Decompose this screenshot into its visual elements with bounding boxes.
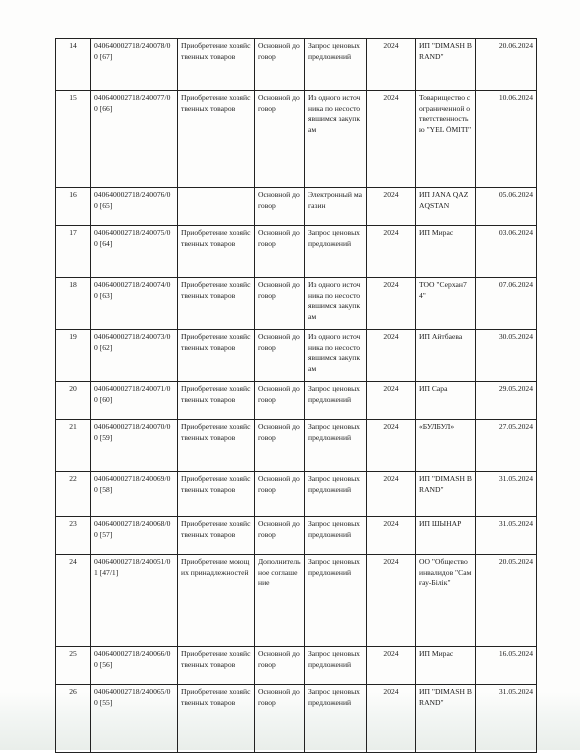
table-row: [56, 382, 537, 420]
supplier-name: ИП "DIMASH BRAND": [416, 39, 476, 91]
table-row: [56, 39, 537, 91]
procurement-method: Из одного источника по несостоявшимся закупкам: [305, 330, 367, 382]
row-number: 24: [56, 555, 91, 647]
row-number: 18: [56, 278, 91, 330]
supplier-name: ИП ШЫНАР: [416, 517, 476, 555]
contract-year: 2024: [367, 39, 416, 91]
contract-year: 2024: [367, 91, 416, 188]
contract-date: 05.06.2024: [476, 188, 537, 226]
contract-date: 31.05.2024: [476, 685, 537, 753]
row-number: 26: [56, 685, 91, 753]
contract-type: Основной договор: [255, 226, 305, 278]
procurement-method: Из одного источника по несостоявшимся закупкам: [305, 91, 367, 188]
purchase-subject: Приобретение хозяйственных товаров: [178, 330, 255, 382]
contract-number: 040640002718/240077/00 [66]: [91, 91, 178, 188]
contract-year: 2024: [367, 188, 416, 226]
contract-year: 2024: [367, 647, 416, 685]
contract-year: 2024: [367, 472, 416, 517]
row-number: 16: [56, 188, 91, 226]
procurement-method: Из одного источника по несостоявшимся закупкам: [305, 278, 367, 330]
contract-type: Основной договор: [255, 278, 305, 330]
contract-type: Основной договор: [255, 517, 305, 555]
table-row: [56, 517, 537, 555]
purchase-subject: Приобретение хозяйственных товаров: [178, 91, 255, 188]
contract-type: Основной договор: [255, 472, 305, 517]
contract-date: 10.06.2024: [476, 91, 537, 188]
contracts-table: [55, 38, 537, 753]
purchase-subject: Приобретение хозяйственных товаров: [178, 420, 255, 472]
supplier-name: «БУЛБУЛ»: [416, 420, 476, 472]
purchase-subject: Приобретение хозяйственных товаров: [178, 685, 255, 753]
table-row: [56, 685, 537, 753]
procurement-method: Запрос ценовых предложений: [305, 472, 367, 517]
contract-year: 2024: [367, 517, 416, 555]
supplier-name: ИП JANA QAZAQSTAN: [416, 188, 476, 226]
contract-number: 040640002718/240051/01 [47/1]: [91, 555, 178, 647]
purchase-subject: Приобретение моющих принадлежностей: [178, 555, 255, 647]
contract-date: 07.06.2024: [476, 278, 537, 330]
contract-number: 040640002718/240074/00 [63]: [91, 278, 178, 330]
contract-date: 27.05.2024: [476, 420, 537, 472]
contract-number: 040640002718/240068/00 [57]: [91, 517, 178, 555]
procurement-method: Запрос ценовых предложений: [305, 382, 367, 420]
row-number: 23: [56, 517, 91, 555]
purchase-subject: Приобретение хозяйственных товаров: [178, 39, 255, 91]
purchase-subject: [178, 188, 255, 226]
row-number: 25: [56, 647, 91, 685]
contract-type: Основной договор: [255, 188, 305, 226]
supplier-name: ИП Айтбаева: [416, 330, 476, 382]
row-number: 14: [56, 39, 91, 91]
purchase-subject: Приобретение хозяйственных товаров: [178, 647, 255, 685]
table-row: [56, 472, 537, 517]
purchase-subject: Приобретение хозяйственных товаров: [178, 517, 255, 555]
contract-date: 31.05.2024: [476, 472, 537, 517]
supplier-name: Товарищество с ограниченной ответственностью "YEL ÖMITI": [416, 91, 476, 188]
contract-type: Основной договор: [255, 330, 305, 382]
supplier-name: ИП Мирас: [416, 647, 476, 685]
contract-date: 20.06.2024: [476, 39, 537, 91]
row-number: 21: [56, 420, 91, 472]
table-row: [56, 420, 537, 472]
purchase-subject: Приобретение хозяйственных товаров: [178, 226, 255, 278]
supplier-name: ТОО "Серхан74": [416, 278, 476, 330]
procurement-method: Запрос ценовых предложений: [305, 420, 367, 472]
procurement-method: Запрос ценовых предложений: [305, 517, 367, 555]
procurement-method: Запрос ценовых предложений: [305, 555, 367, 647]
table-row: [56, 555, 537, 647]
contract-date: 20.05.2024: [476, 555, 537, 647]
contract-year: 2024: [367, 555, 416, 647]
table-row: [56, 188, 537, 226]
table-row: [56, 278, 537, 330]
contract-year: 2024: [367, 226, 416, 278]
contract-date: 03.06.2024: [476, 226, 537, 278]
table-row: [56, 647, 537, 685]
supplier-name: ИП "DIMASH BRAND": [416, 685, 476, 753]
row-number: 22: [56, 472, 91, 517]
purchase-subject: Приобретение хозяйственных товаров: [178, 472, 255, 517]
table-row: [56, 330, 537, 382]
purchase-subject: Приобретение хозяйственных товаров: [178, 382, 255, 420]
contract-type: Основной договор: [255, 420, 305, 472]
table-body: [56, 39, 537, 753]
contract-year: 2024: [367, 278, 416, 330]
table-row: [56, 91, 537, 188]
contract-number: 040640002718/240069/00 [58]: [91, 472, 178, 517]
contract-number: 040640002718/240066/00 [56]: [91, 647, 178, 685]
contract-year: 2024: [367, 330, 416, 382]
contract-number: 040640002718/240065/00 [55]: [91, 685, 178, 753]
contract-number: 040640002718/240071/00 [60]: [91, 382, 178, 420]
contract-type: Дополнительное соглашение: [255, 555, 305, 647]
contract-number: 040640002718/240078/00 [67]: [91, 39, 178, 91]
contract-date: 30.05.2024: [476, 330, 537, 382]
row-number: 17: [56, 226, 91, 278]
table-row: [56, 226, 537, 278]
contract-type: Основной договор: [255, 647, 305, 685]
contract-number: 040640002718/240076/00 [65]: [91, 188, 178, 226]
contract-number: 040640002718/240073/00 [62]: [91, 330, 178, 382]
procurement-method: Запрос ценовых предложений: [305, 647, 367, 685]
supplier-name: ИП Мирас: [416, 226, 476, 278]
contract-year: 2024: [367, 420, 416, 472]
contract-date: 29.05.2024: [476, 382, 537, 420]
procurement-method: Запрос ценовых предложений: [305, 226, 367, 278]
procurement-method: Электронный магазин: [305, 188, 367, 226]
contract-type: Основной договор: [255, 91, 305, 188]
contract-type: Основной договор: [255, 685, 305, 753]
supplier-name: ИП Сара: [416, 382, 476, 420]
contract-number: 040640002718/240070/00 [59]: [91, 420, 178, 472]
supplier-name: ОО "Общество инвалидов "Самғау-Бiлiк": [416, 555, 476, 647]
contract-type: Основной договор: [255, 382, 305, 420]
contract-date: 16.05.2024: [476, 647, 537, 685]
procurement-method: Запрос ценовых предложений: [305, 685, 367, 753]
contract-year: 2024: [367, 382, 416, 420]
supplier-name: ИП "DIMASH BRAND": [416, 472, 476, 517]
contract-number: 040640002718/240075/00 [64]: [91, 226, 178, 278]
contract-date: 31.05.2024: [476, 517, 537, 555]
purchase-subject: Приобретение хозяйственных товаров: [178, 278, 255, 330]
procurement-method: Запрос ценовых предложений: [305, 39, 367, 91]
row-number: 15: [56, 91, 91, 188]
row-number: 19: [56, 330, 91, 382]
contract-year: 2024: [367, 685, 416, 753]
row-number: 20: [56, 382, 91, 420]
contract-type: Основной договор: [255, 39, 305, 91]
